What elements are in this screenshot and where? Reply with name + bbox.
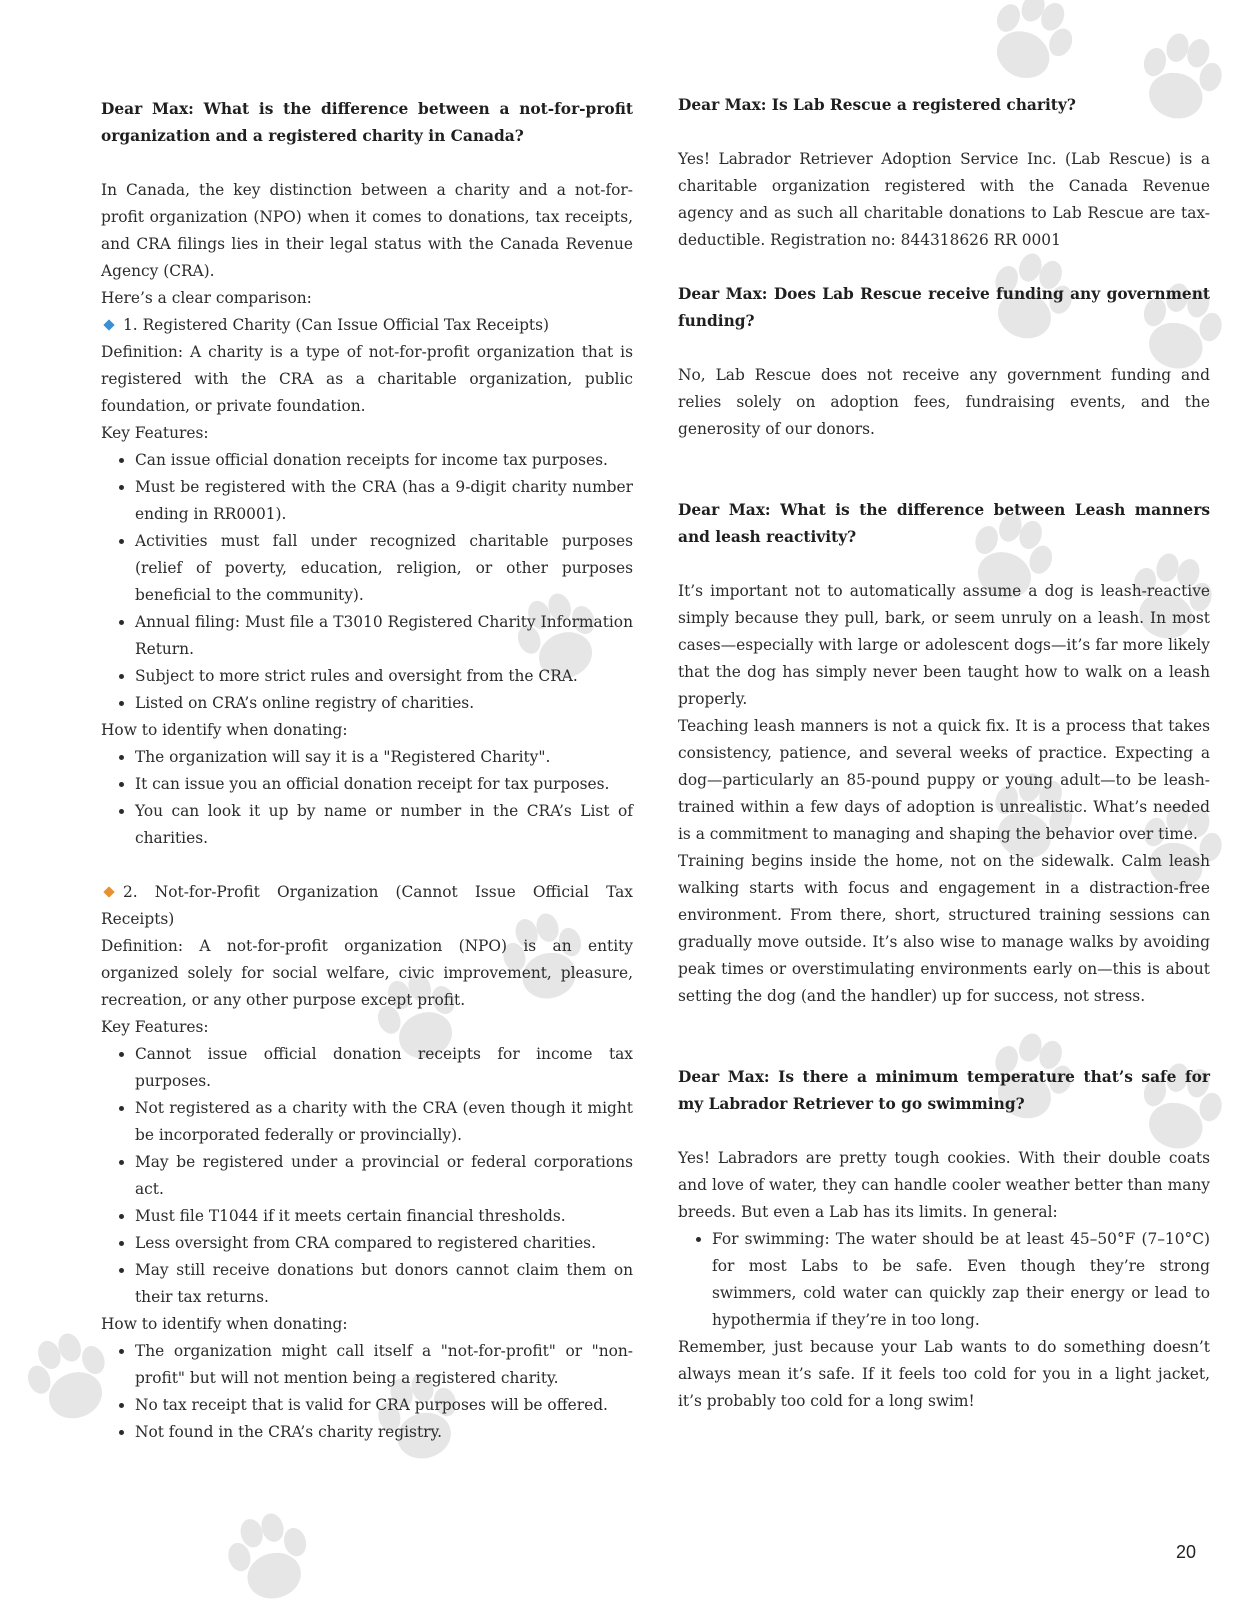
list-item: • Can issue official donation receipts for income tax purposes. (135, 447, 633, 474)
section-1-identify-list (101, 744, 633, 852)
list-item: • For swimming: The water should be at least 45–50°F (7–10°C) for most Labs to be safe. Even though they’re strong swimmers, cold water can quickly zap their energy or lead to hypothermia if they’re in too long. (712, 1226, 1210, 1334)
list-item: • May still receive donations but donors cannot claim them on their tax returns. (135, 1257, 633, 1311)
section-2-heading: 2. Not-for-Profit Organization (Cannot Issue Official Tax Receipts) (101, 883, 633, 928)
list-item: • Annual filing: Must file a T3010 Registered Charity Information Return. (135, 609, 633, 663)
list-item: • Not registered as a charity with the CRA (even though it might be incorporated federally or provincially). (135, 1095, 633, 1149)
list-item: • Activities must fall under recognized charitable purposes (relief of poverty, education, religion, or other purposes beneficial to the community). (135, 528, 633, 609)
list-item: • Subject to more strict rules and oversight from the CRA. (135, 663, 633, 690)
right-column (678, 92, 1210, 1415)
list-item: • No tax receipt that is valid for CRA purposes will be offered. (135, 1392, 633, 1419)
list-item: • May be registered under a provincial or federal corporations act. (135, 1149, 633, 1203)
list-item: • Less oversight from CRA compared to registered charities. (135, 1230, 633, 1257)
comparison-label: Here’s a clear comparison: (101, 289, 312, 307)
section-1-definition: Definition: A charity is a type of not-for-profit organization that is registered with the CRA as a charitable organization, public foundation, or private foundation. (101, 343, 633, 415)
question-heading: Dear Max: What is the difference between Leash manners and leash reactivity? (678, 501, 1210, 546)
answer-paragraph: Yes! Labradors are pretty tough cookies. With their double coats and love of water, they can handle cooler weather better than many breeds. But even a Lab has its limits. In general: (678, 1149, 1210, 1221)
how-identify-label: How to identify when donating: (101, 1315, 348, 1333)
answer-paragraph: No, Lab Rescue does not receive any government funding and relies solely on adoption fees, fundraising events, and the generosity of our donors. (678, 366, 1210, 438)
answer-paragraph: Remember, just because your Lab wants to do something doesn’t always mean it’s safe. If it feels too cold for you in a light jacket, it’s probably too cold for a long swim! (678, 1338, 1210, 1410)
section-2-features-list (101, 1041, 633, 1311)
list-item: • Must be registered with the CRA (has a 9-digit charity number ending in RR0001). (135, 474, 633, 528)
list-item: • Cannot issue official donation receipts for income tax purposes. (135, 1041, 633, 1095)
list-item: • Must file T1044 if it meets certain financial thresholds. (135, 1203, 633, 1230)
swimming-list (678, 1226, 1210, 1334)
page-number: 20 (1175, 1542, 1196, 1562)
question-heading: Dear Max: Is there a minimum temperature that’s safe for my Labrador Retriever to go swimming? (678, 1068, 1210, 1113)
list-item: • The organization will say it is a "Registered Charity". (135, 744, 633, 771)
question-heading: Dear Max: Does Lab Rescue receive funding any government funding? (678, 285, 1210, 330)
answer-paragraph: Yes! Labrador Retriever Adoption Service Inc. (Lab Rescue) is a charitable organization registered with the Canada Revenue agency and as such all charitable donations to Lab Rescue are tax-deductible. Registration no: 844318626 RR 0001 (678, 150, 1210, 249)
list-item: • Not found in the CRA’s charity registry. (135, 1419, 633, 1446)
section-1-features-list (101, 447, 633, 717)
section-2-identify-list (101, 1338, 633, 1446)
question-heading: Dear Max: What is the difference between a not-for-profit organization and a registered charity in Canada? (101, 100, 633, 145)
section-1-heading: 1. Registered Charity (Can Issue Official Tax Receipts) (101, 312, 633, 339)
how-identify-label: How to identify when donating: (101, 721, 348, 739)
section-2-definition: Definition: A not-for-profit organization (NPO) is an entity organized solely for social welfare, civic improvement, pleasure, recreation, or any other purpose except profit. (101, 937, 633, 1009)
answer-paragraph: It’s important not to automatically assume a dog is leash-reactive simply because they pull, bark, or seem unruly on a leash. In most cases—especially with large or adolescent dogs—it’s far more likely that the dog has simply never been taught how to walk on a leash properly. (678, 582, 1210, 708)
answer-paragraph: Training begins inside the home, not on the sidewalk. Calm leash walking starts with focus and engagement in a distraction-free environment. From there, short, structured training sessions can gradually move outside. It’s also wise to manage walks by avoiding peak times or overstimulating environments early on—this is about setting the dog (and the handler) up for success, not stress. (678, 852, 1210, 1005)
key-features-label: Key Features: (101, 424, 209, 442)
question-heading: Dear Max: Is Lab Rescue a registered charity? (678, 96, 1076, 114)
answer-paragraph: Teaching leash manners is not a quick fix. It is a process that takes consistency, patience, and several weeks of practice. Expecting a dog—particularly an 85-pound puppy or young adult—to be leash-trained within a few days of adoption is unrealistic. What’s needed is a commitment to managing and shaping the behavior over time. (678, 717, 1210, 843)
blue-diamond-icon (103, 319, 114, 330)
key-features-label: Key Features: (101, 1018, 209, 1036)
list-item: • It can issue you an official donation receipt for tax purposes. (135, 771, 633, 798)
list-item: • Listed on CRA’s online registry of charities. (135, 690, 633, 717)
list-item: • You can look it up by name or number in the CRA’s List of charities. (135, 798, 633, 852)
left-column (101, 96, 633, 1446)
paw-icon (978, 0, 1085, 92)
orange-diamond-icon (103, 886, 114, 897)
paw-icon (220, 1506, 318, 1607)
list-item: • The organization might call itself a "not-for-profit" or "non-profit" but will not mention being a registered charity. (135, 1338, 633, 1392)
intro-paragraph: In Canada, the key distinction between a charity and a not-for-profit organization (NPO) when it comes to donations, tax receipts, and CRA filings lies in their legal status with the Canada Revenue Agency (CRA). (101, 181, 633, 280)
